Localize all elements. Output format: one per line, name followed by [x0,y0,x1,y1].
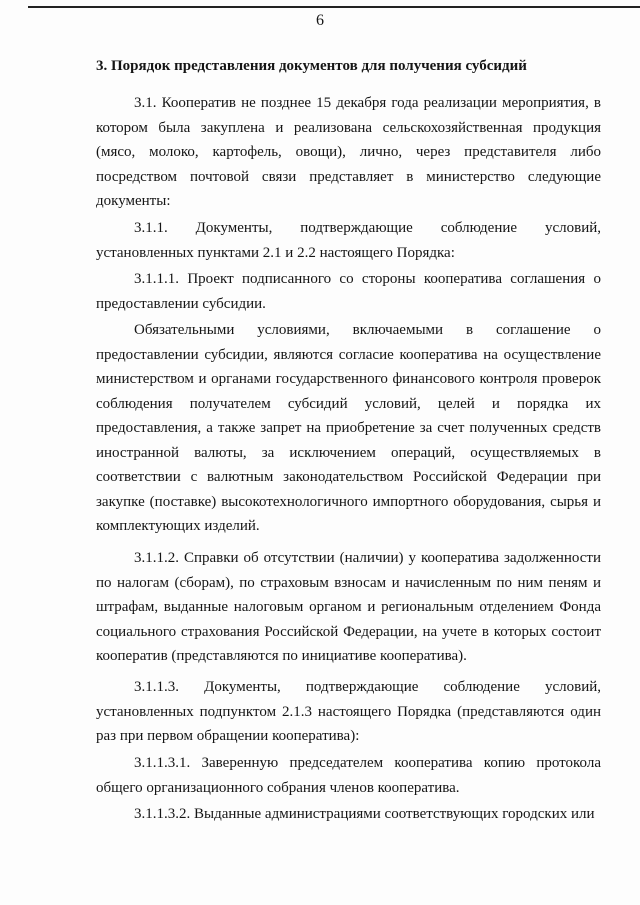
paragraph-3-1-1-3: 3.1.1.3. Документы, подтверждающие соблюдение условий, установленных подпунктом 2.1.3 настоящего Порядка (представляются один раз при первом обращении кооператива): [96,679,601,744]
paragraph-3-1-1-2: 3.1.1.2. Справки об отсутствии (наличии) у кооператива задолженности по налогам (сборам), по страховым взносам и начисленным по ним пеням и штрафам, выданные налоговым органом и региональным отделением Фонда социального страхования Российской Федерации, на учете в которых состоит кооператив (представляются по инициативе кооператива). [96,550,601,664]
page-number: 6 [316,12,324,29]
section-heading: 3. Порядок представления документов для получения субсидий [96,58,527,74]
paragraph-3-1-1-3-1: 3.1.1.3.1. Заверенную председателем кооператива копию протокола общего организационного собрания членов кооператива. [96,755,601,796]
paragraph-3-1-1-3-2: 3.1.1.3.2. Выданные администрациями соответствующих городских или [134,806,595,822]
paragraph-3-1-1: 3.1.1. Документы, подтверждающие соблюдение условий, установленных пунктами 2.1 и 2.2 настоящего Порядка: [96,220,601,261]
paragraph-mandatory-conditions: Обязательными условиями, включаемыми в соглашение о предоставлении субсидии, являются согласие кооператива на осуществление министерством и органами государственного финансового контроля проверок соблюдения получателем субсидий условий, целей и порядка их предоставления, а также запрет на приобретение за счет полученных средств иностранной валюты, за исключением операций, осуществляемых в соответствии с валютным законодательством Российской Федерации при закупке (поставке) высокотехнологичного импортного оборудования, сырья и комплектующих изделий. [96,322,601,534]
paragraph-3-1: 3.1. Кооператив не позднее 15 декабря года реализации мероприятия, в котором была закуплена и реализована сельскохозяйственная продукция (мясо, молоко, картофель, овощи), лично, через представителя либо посредством почтовой связи представляет в министерство следующие документы: [96,95,601,209]
paragraph-3-1-1-1: 3.1.1.1. Проект подписанного со стороны кооператива соглашения о предоставлении субсидии. [96,271,601,312]
top-rule [28,6,640,8]
